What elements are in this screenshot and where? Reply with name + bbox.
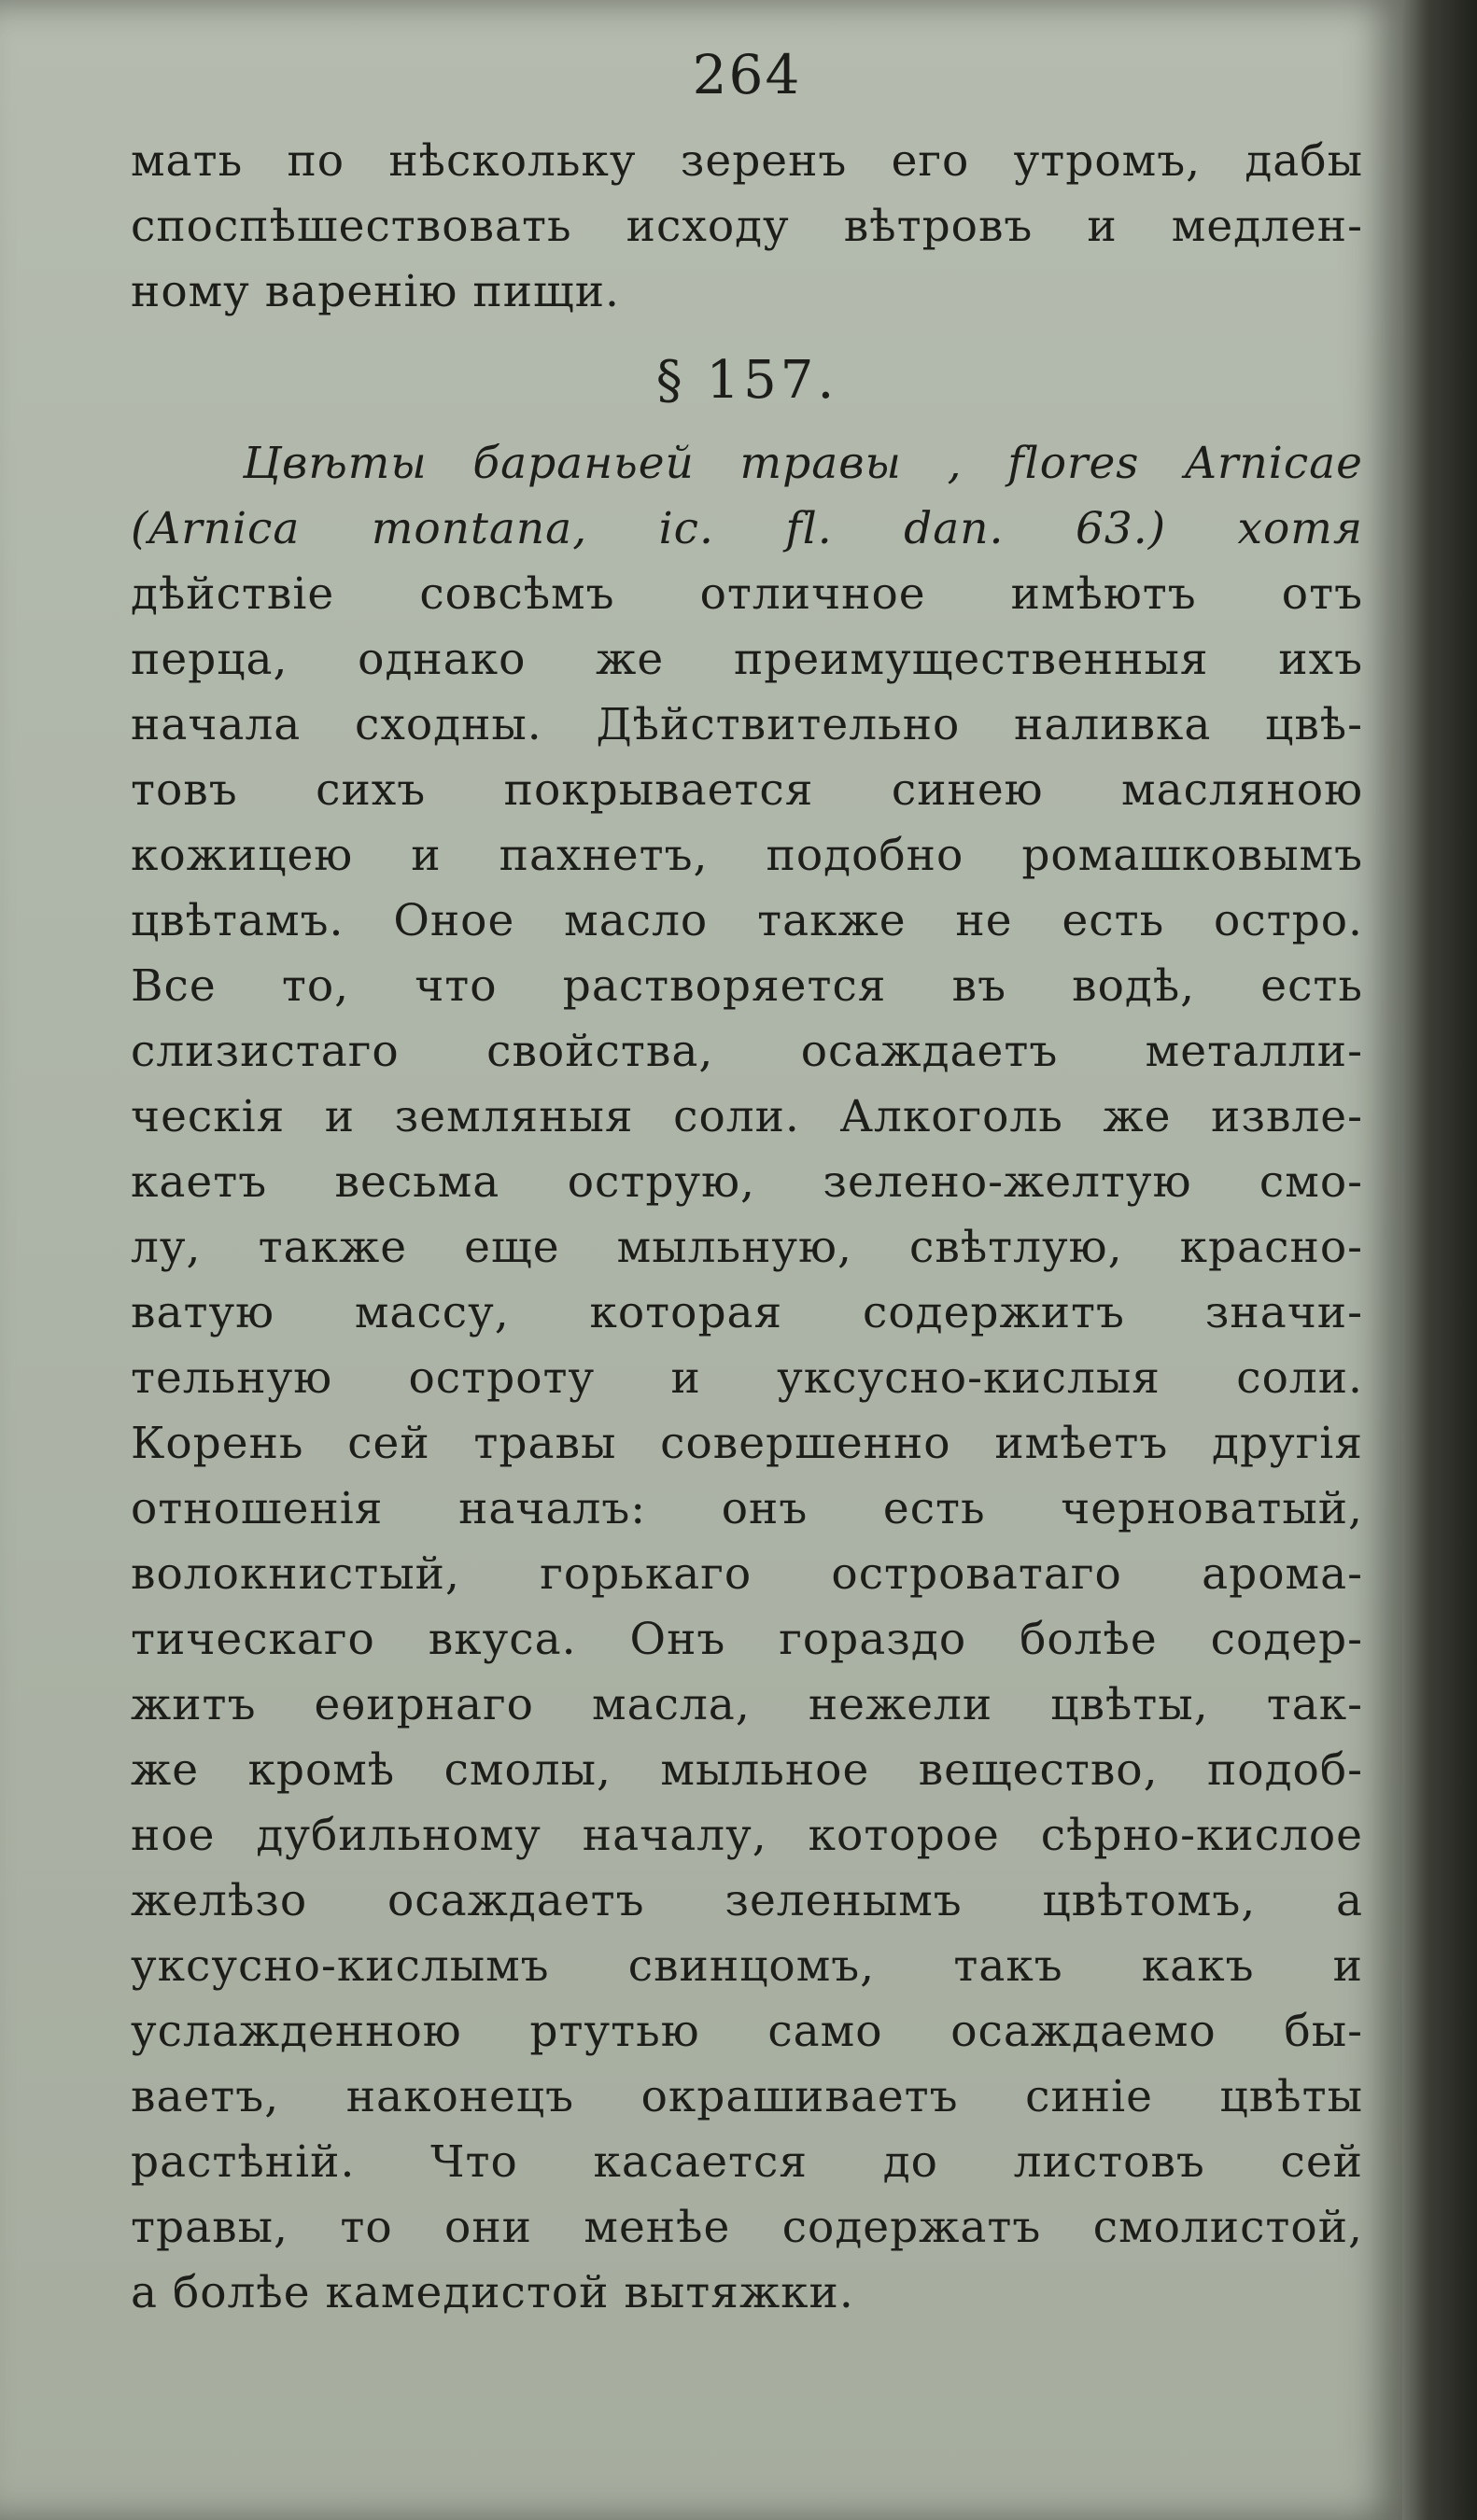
text-line: Корень сей травы совершенно имѣетъ другія	[131, 1418, 1363, 1469]
text-line: ческія и земляныя соли. Алкоголь же извле-	[131, 1091, 1363, 1142]
text-line: Все то, что растворяется въ водѣ, есть	[131, 960, 1363, 1012]
text-line: тельную остроту и уксусно-кислыя соли.	[131, 1352, 1363, 1404]
text-line: перца, однако же преимущественныя ихъ	[131, 634, 1363, 685]
text-line: желѣзо осаждаетъ зеленымъ цвѣтомъ, а	[131, 1875, 1363, 1926]
text-line: товъ сихъ покрывается синею масляною	[131, 764, 1363, 816]
text-line: услажденною ртутью само осаждаемо бы-	[131, 2006, 1363, 2057]
text-line: ному варенію пищи.	[131, 266, 620, 317]
text-line: каетъ весьма острую, зелено-желтую смо-	[131, 1156, 1363, 1208]
text-line: же кромѣ смолы, мыльное вещество, подоб-	[131, 1744, 1363, 1796]
text-line: мать по нѣскольку зеренъ его утромъ, дабы	[131, 135, 1363, 187]
book-gutter	[1402, 0, 1477, 2520]
text-line: (Arnica montana, ic. fl. dan. 63.) хотя	[131, 503, 1363, 554]
text-line: волокнистый, горькаго островатаго арома-	[131, 1548, 1363, 1600]
text-line: травы, то они менѣе содержатъ смолистой,	[131, 2202, 1363, 2253]
text-line: уксусно-кислымъ свинцомъ, такъ какъ и	[131, 1940, 1363, 1992]
text-line: ватую массу, которая содержитъ значи-	[131, 1287, 1363, 1338]
text-line: цвѣтамъ. Оное масло также не есть остро.	[131, 895, 1363, 946]
text-line: начала сходны. Дѣйствительно наливка цвѣ-	[131, 699, 1363, 750]
text-line: Цвѣты бараньей травы , flores Arnicae	[243, 438, 1363, 489]
main-paragraph	[131, 431, 1363, 2326]
intro-paragraph	[131, 129, 1363, 325]
text-line: дѣйствіе совсѣмъ отличное имѣютъ отъ	[131, 568, 1363, 620]
text-line: лу, также еще мыльную, свѣтлую, красно-	[131, 1222, 1363, 1273]
text-line: отношенія началъ: онъ есть черноватый,	[131, 1483, 1363, 1534]
text-line: ваетъ, наконецъ окрашиваетъ синіе цвѣты	[131, 2071, 1363, 2122]
page-number: 264	[692, 43, 802, 106]
text-line: а болѣе камедистой вытяжки.	[131, 2267, 854, 2318]
text-line: кожицею и пахнетъ, подобно ромашковымъ	[131, 830, 1363, 881]
page-content	[131, 28, 1363, 2326]
section-heading: § 157.	[655, 350, 838, 411]
text-line: слизистаго свойства, осаждаетъ металли-	[131, 1026, 1363, 1077]
text-line: споспѣшествовать исходу вѣтровъ и медлен-	[131, 201, 1363, 252]
text-line: растѣній. Что касается до листовъ сей	[131, 2136, 1363, 2188]
text-line: житъ еѳирнаго масла, нежели цвѣты, так-	[131, 1679, 1363, 1730]
text-line: тическаго вкуса. Онъ гораздо болѣе содер-	[131, 1614, 1363, 1665]
text-line: ное дубильному началу, которое сѣрно-кислое	[131, 1810, 1363, 1861]
